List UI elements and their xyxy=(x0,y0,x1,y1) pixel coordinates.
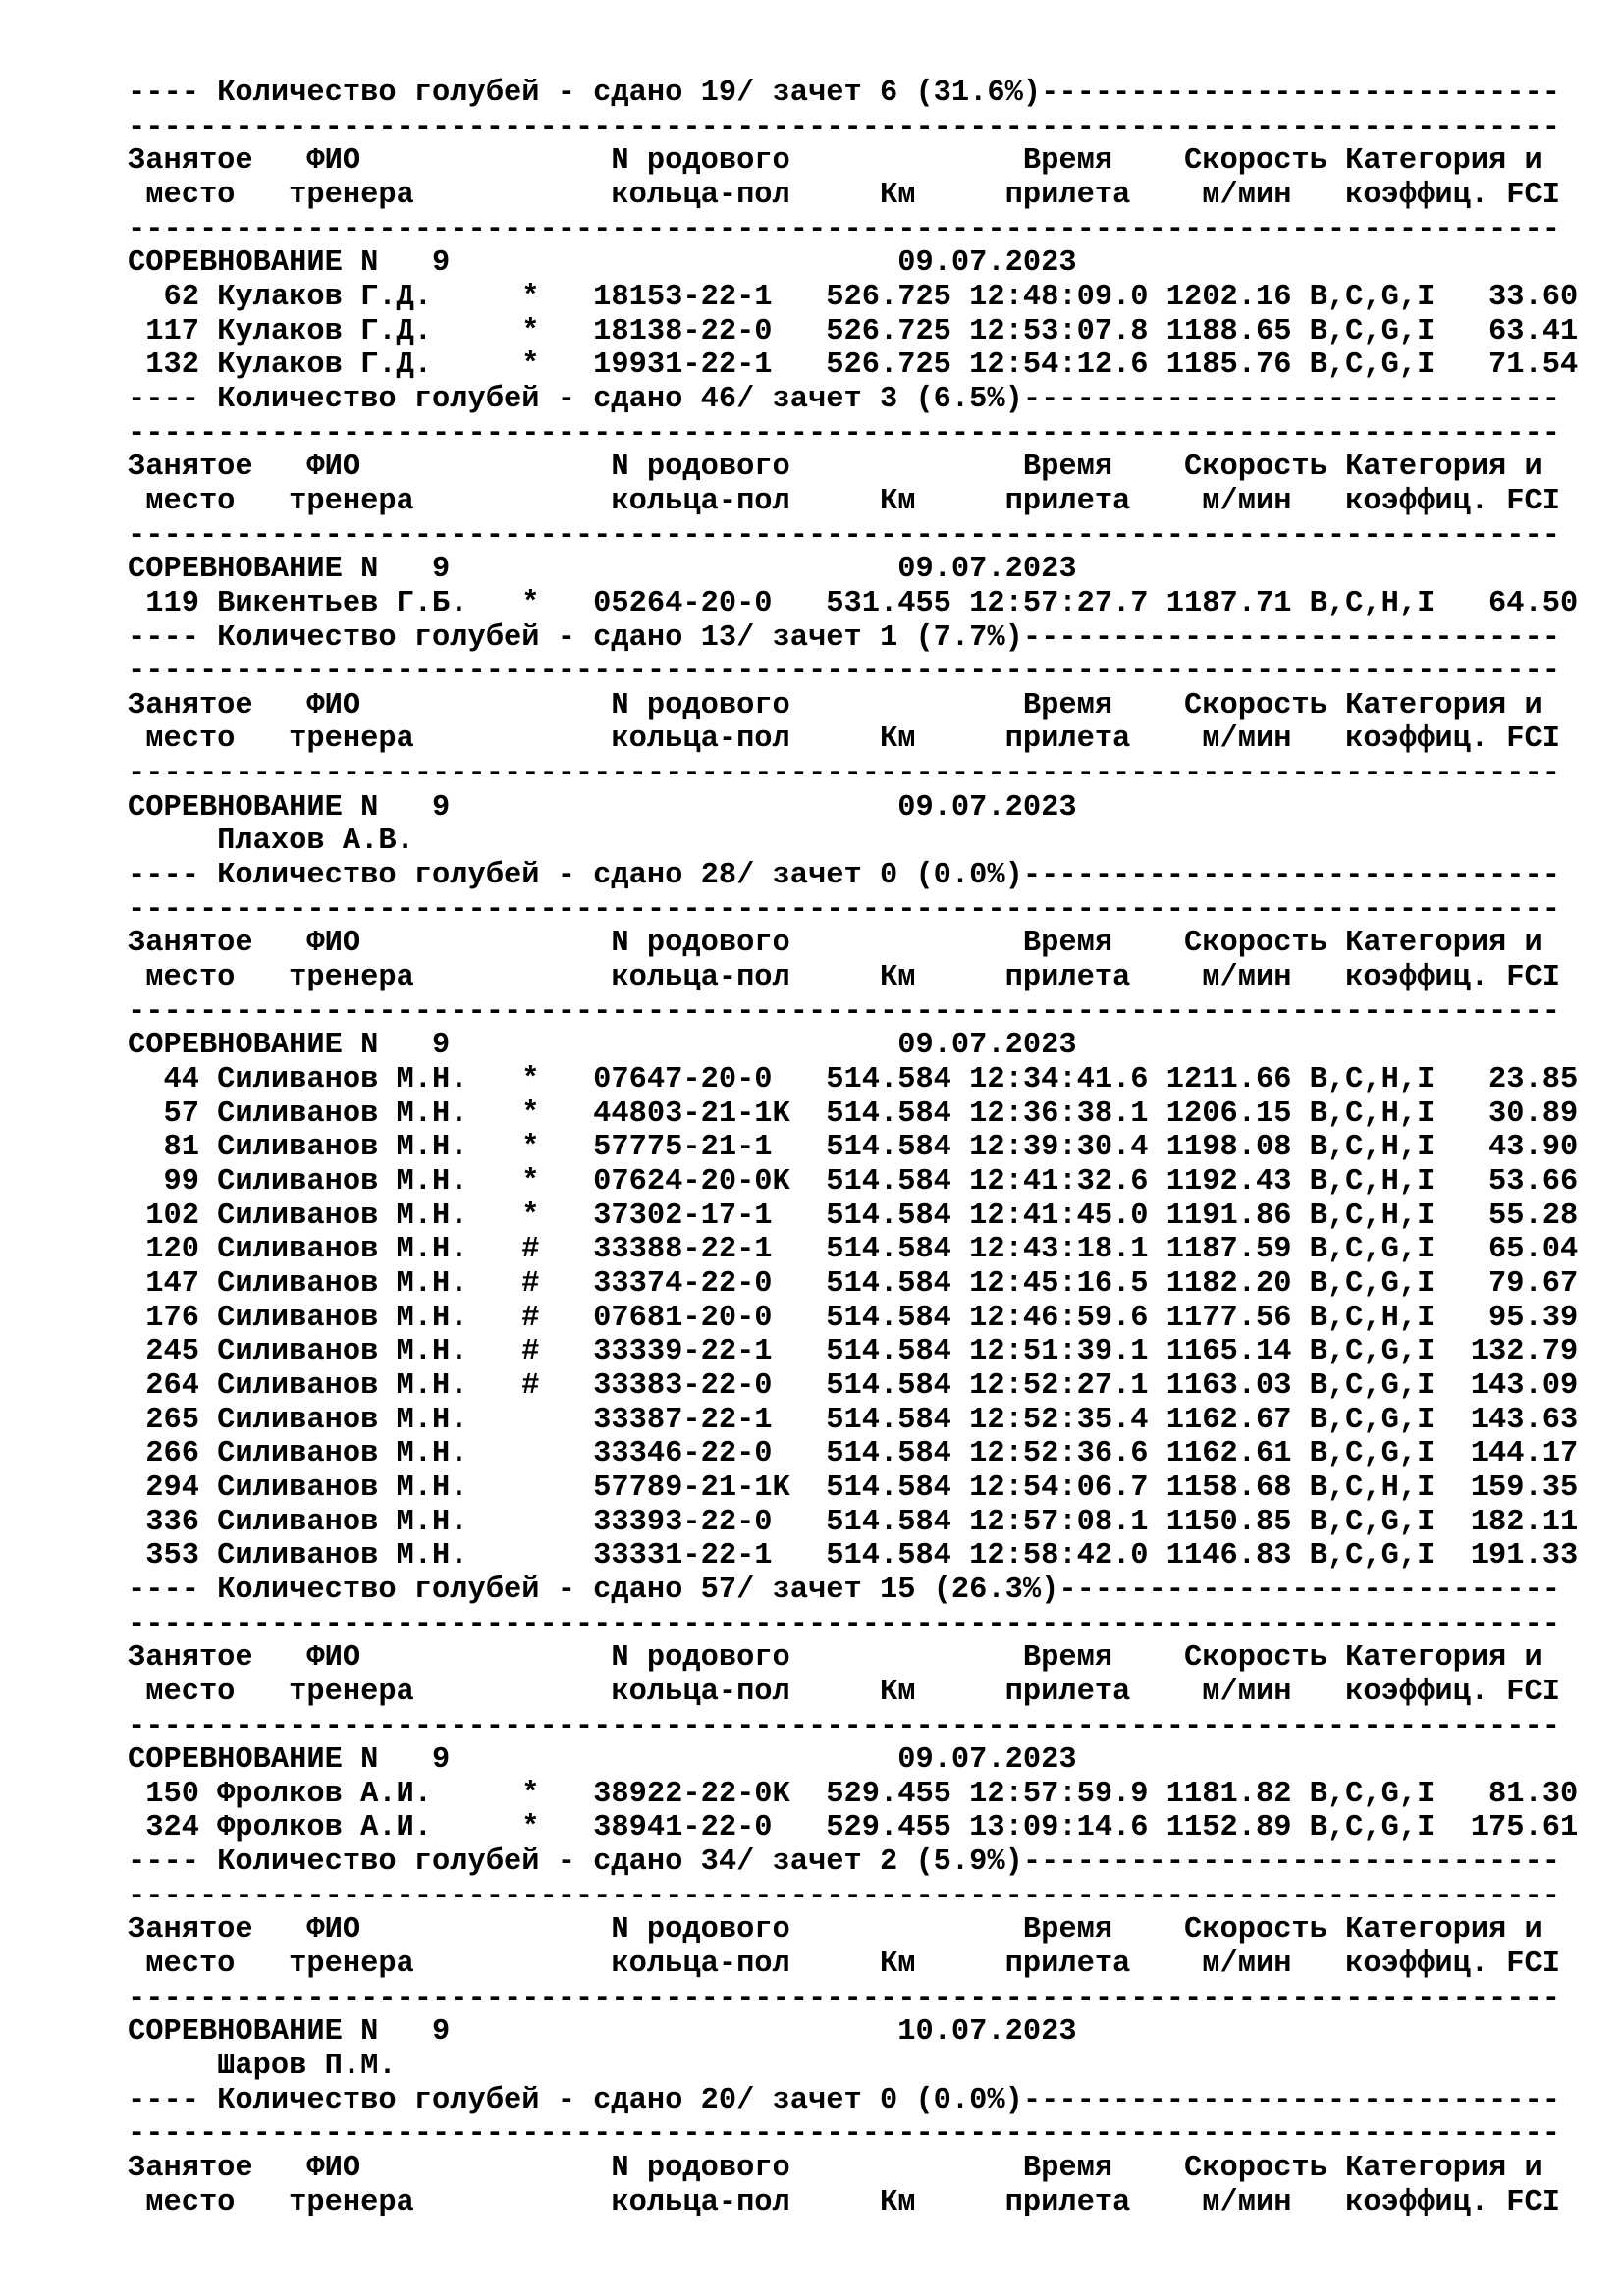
result-row: 62 Кулаков Г.Д. * 18153-22-1 526.725 12:48:09.0 1202.16 B,C,G,I 33.60 xyxy=(128,280,1579,314)
competition-line: СОРЕВНОВАНИЕ N 9 09.07.2023 xyxy=(128,246,1077,281)
competition-line: СОРЕВНОВАНИЕ N 9 09.07.2023 xyxy=(128,790,1077,825)
trainer-name-line: Шаров П.М. xyxy=(128,2050,397,2084)
result-row: 119 Викентьев Г.Б. * 05264-20-0 531.455 12:57:27.7 1187.71 B,C,H,I 64.50 xyxy=(128,586,1579,620)
result-row: 324 Фролков А.И. * 38941-22-0 529.455 13:09:14.6 1152.89 B,C,G,I 175.61 xyxy=(128,1811,1579,1845)
column-header-line-1: Занятое ФИО N родового Время Скорость Категория и xyxy=(128,927,1543,961)
competition-line: СОРЕВНОВАНИЕ N 9 09.07.2023 xyxy=(128,1029,1077,1063)
results-printout xyxy=(128,77,1600,2219)
column-header-line-1: Занятое ФИО N родового Время Скорость Категория и xyxy=(128,2152,1543,2186)
summary-line: ---- Количество голубей - сдано 57/ зачет 15 (26.3%)---------------------------- xyxy=(128,1573,1560,1607)
result-row: 150 Фролков А.И. * 38922-22-0K 529.455 12:57:59.9 1181.82 B,C,G,I 81.30 xyxy=(128,1777,1579,1811)
column-header-line-1: Занятое ФИО N родового Время Скорость Категория и xyxy=(128,144,1543,179)
column-header-line-2: место тренера кольца-пол Км прилета м/мин коэффиц. FCI xyxy=(128,484,1560,518)
result-row: 265 Силиванов М.Н. 33387-22-1 514.584 12:52:35.4 1162.67 B,C,G,I 143.63 xyxy=(128,1403,1579,1437)
separator-line: -------------------------------------------------------------------------------- xyxy=(128,2117,1560,2152)
column-header-line-2: место тренера кольца-пол Км прилета м/мин коэффиц. FCI xyxy=(128,178,1560,212)
competition-line: СОРЕВНОВАНИЕ N 9 09.07.2023 xyxy=(128,1743,1077,1778)
column-header-line-2: место тренера кольца-пол Км прилета м/мин коэффиц. FCI xyxy=(128,1675,1560,1709)
result-row: 245 Силиванов М.Н. # 33339-22-1 514.584 12:51:39.1 1165.14 B,C,G,I 132.79 xyxy=(128,1335,1579,1369)
summary-line: ---- Количество голубей - сдано 19/ зачет 6 (31.6%)----------------------------- xyxy=(128,77,1560,110)
separator-line: -------------------------------------------------------------------------------- xyxy=(128,518,1560,553)
competition-line: СОРЕВНОВАНИЕ N 9 09.07.2023 xyxy=(128,553,1077,587)
summary-line: ---- Количество голубей - сдано 34/ зачет 2 (5.9%)------------------------------ xyxy=(128,1845,1560,1880)
result-row: 44 Силиванов М.Н. * 07647-20-0 514.584 12:34:41.6 1211.66 B,C,H,I 23.85 xyxy=(128,1063,1579,1097)
result-row: 147 Силиванов М.Н. # 33374-22-0 514.584 12:45:16.5 1182.20 B,C,G,I 79.67 xyxy=(128,1266,1579,1301)
result-row: 81 Силиванов М.Н. * 57775-21-1 514.584 12:39:30.4 1198.08 B,C,H,I 43.90 xyxy=(128,1131,1579,1165)
result-row: 353 Силиванов М.Н. 33331-22-1 514.584 12:58:42.0 1146.83 B,C,G,I 191.33 xyxy=(128,1539,1579,1574)
competition-line: СОРЕВНОВАНИЕ N 9 10.07.2023 xyxy=(128,2015,1077,2050)
separator-line: -------------------------------------------------------------------------------- xyxy=(128,1981,1560,2015)
column-header-line-1: Занятое ФИО N родового Время Скорость Категория и xyxy=(128,1913,1543,1948)
summary-line: ---- Количество голубей - сдано 20/ зачет 0 (0.0%)------------------------------ xyxy=(128,2083,1560,2117)
separator-line: -------------------------------------------------------------------------------- xyxy=(128,416,1560,451)
result-row: 117 Кулаков Г.Д. * 18138-22-0 526.725 12:53:07.8 1188.65 B,C,G,I 63.41 xyxy=(128,314,1579,348)
separator-line: -------------------------------------------------------------------------------- xyxy=(128,110,1560,144)
separator-line: -------------------------------------------------------------------------------- xyxy=(128,212,1560,246)
separator-line: -------------------------------------------------------------------------------- xyxy=(128,1709,1560,1743)
result-row: 132 Кулаков Г.Д. * 19931-22-1 526.725 12:54:12.6 1185.76 B,C,G,I 71.54 xyxy=(128,348,1579,383)
summary-line: ---- Количество голубей - сдано 46/ зачет 3 (6.5%)------------------------------ xyxy=(128,382,1560,416)
column-header-line-2: место тренера кольца-пол Км прилета м/мин коэффиц. FCI xyxy=(128,2185,1560,2219)
summary-line: ---- Количество голубей - сдано 28/ зачет 0 (0.0%)------------------------------ xyxy=(128,859,1560,893)
column-header-line-2: место тренера кольца-пол Км прилета м/мин коэффиц. FCI xyxy=(128,722,1560,757)
result-row: 336 Силиванов М.Н. 33393-22-0 514.584 12:57:08.1 1150.85 B,C,G,I 182.11 xyxy=(128,1505,1579,1539)
column-header-line-2: место тренера кольца-пол Км прилета м/мин коэффиц. FCI xyxy=(128,1948,1560,1982)
separator-line: -------------------------------------------------------------------------------- xyxy=(128,655,1560,689)
trainer-name-line: Плахов А.В. xyxy=(128,825,414,859)
column-header-line-1: Занятое ФИО N родового Время Скорость Категория и xyxy=(128,688,1543,722)
column-header-line-1: Занятое ФИО N родового Время Скорость Категория и xyxy=(128,451,1543,485)
column-header-line-1: Занятое ФИО N родового Время Скорость Категория и xyxy=(128,1641,1543,1676)
result-row: 99 Силиванов М.Н. * 07624-20-0K 514.584 12:41:32.6 1192.43 B,C,H,I 53.66 xyxy=(128,1165,1579,1199)
summary-line: ---- Количество голубей - сдано 13/ зачет 1 (7.7%)------------------------------ xyxy=(128,620,1560,655)
result-row: 264 Силиванов М.Н. # 33383-22-0 514.584 12:52:27.1 1163.03 B,C,G,I 143.09 xyxy=(128,1368,1579,1403)
separator-line: -------------------------------------------------------------------------------- xyxy=(128,994,1560,1029)
result-row: 120 Силиванов М.Н. # 33388-22-1 514.584 12:43:18.1 1187.59 B,C,G,I 65.04 xyxy=(128,1233,1579,1267)
separator-line: -------------------------------------------------------------------------------- xyxy=(128,1879,1560,1913)
result-row: 266 Силиванов М.Н. 33346-22-0 514.584 12:52:36.6 1162.61 B,C,G,I 144.17 xyxy=(128,1437,1579,1471)
separator-line: -------------------------------------------------------------------------------- xyxy=(128,1607,1560,1641)
separator-line: -------------------------------------------------------------------------------- xyxy=(128,757,1560,791)
result-row: 57 Силиванов М.Н. * 44803-21-1K 514.584 12:36:38.1 1206.15 B,C,H,I 30.89 xyxy=(128,1096,1579,1131)
result-row: 176 Силиванов М.Н. # 07681-20-0 514.584 12:46:59.6 1177.56 B,C,H,I 95.39 xyxy=(128,1301,1579,1335)
result-row: 102 Силиванов М.Н. * 37302-17-1 514.584 12:41:45.0 1191.86 B,C,H,I 55.28 xyxy=(128,1199,1579,1233)
separator-line: -------------------------------------------------------------------------------- xyxy=(128,892,1560,927)
column-header-line-2: место тренера кольца-пол Км прилета м/мин коэффиц. FCI xyxy=(128,961,1560,995)
result-row: 294 Силиванов М.Н. 57789-21-1K 514.584 12:54:06.7 1158.68 B,C,H,I 159.35 xyxy=(128,1470,1579,1505)
